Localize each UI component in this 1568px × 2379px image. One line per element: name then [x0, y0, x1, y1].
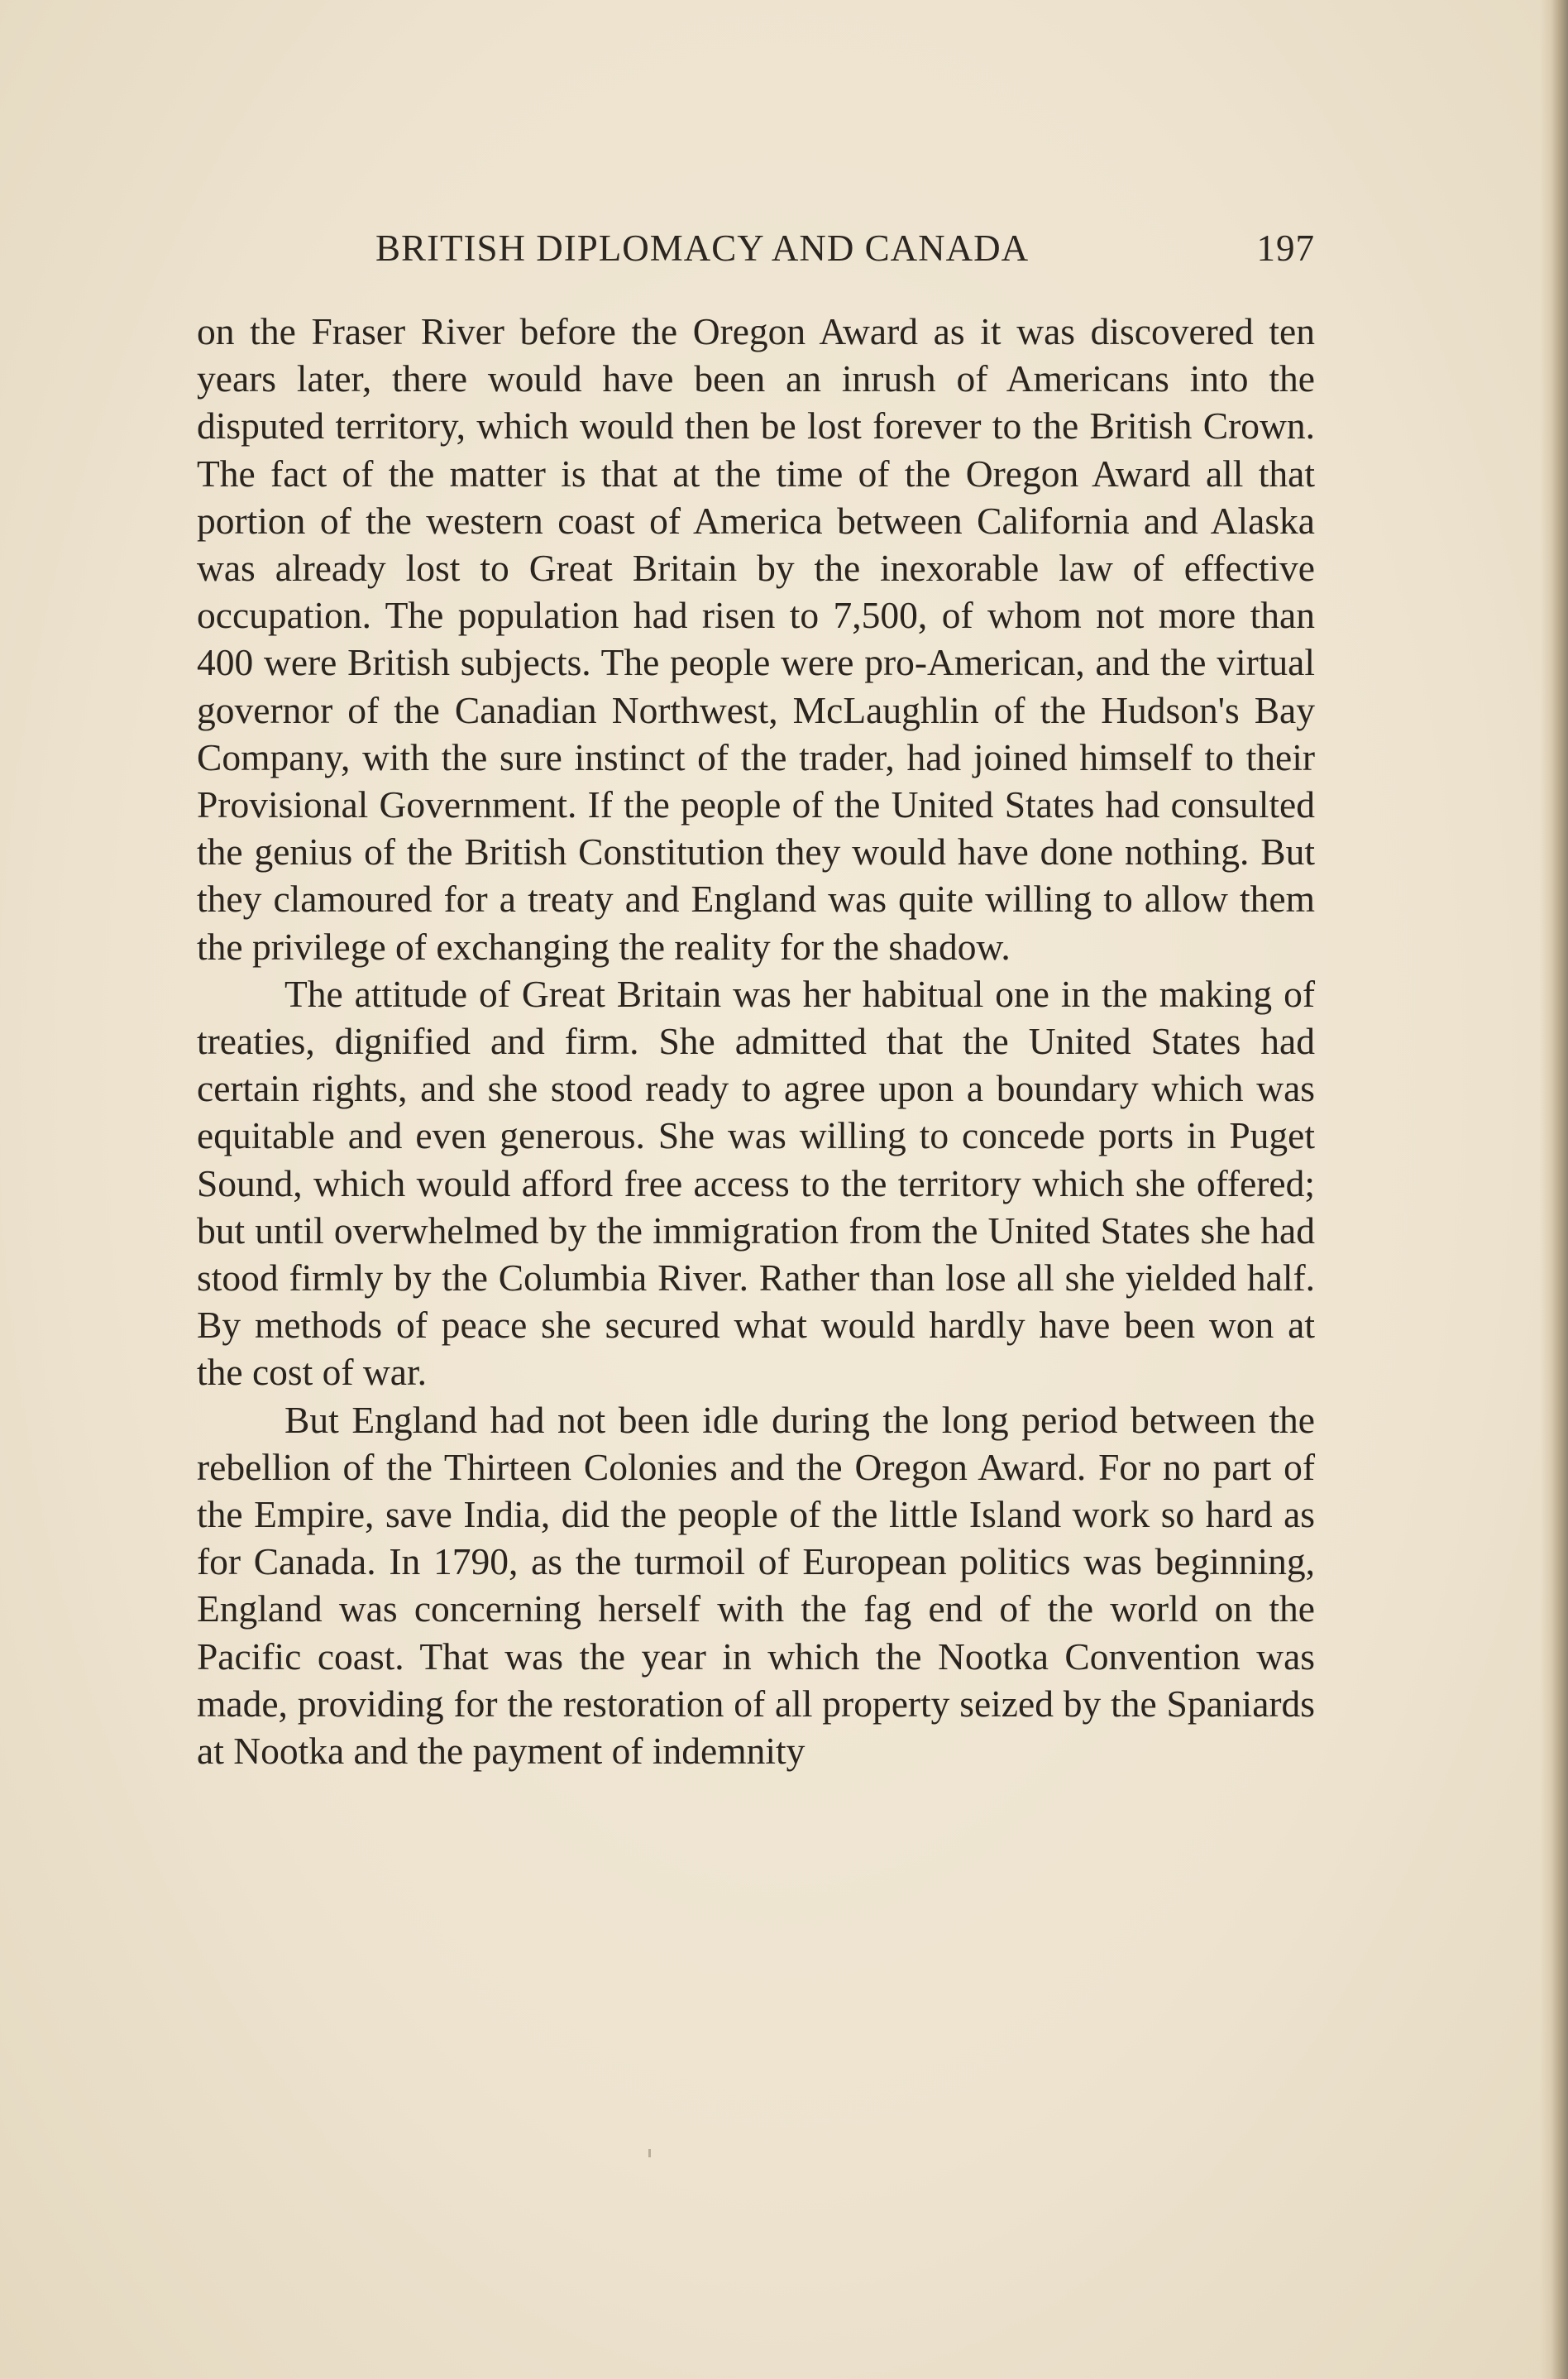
page-number: 197	[1256, 227, 1315, 269]
paragraph-1: on the Fraser River before the Oregon Award as it was discovered ten years later, there would have been an inrush of Americans into the disputed territory, which would then be lost forever to the British Crown. The fact of the matter is that at the time of the Oregon Award all that portion of the western coast of America between California and Alaska was already lost to Great Britain by the inexorable law of effective occupation. The population had risen to 7,500, of whom not more than 400 were British subjects. The people were pro-American, and the virtual governor of the Canadian Northwest, McLaughlin of the Hudson's Bay Company, with the sure instinct of the trader, had joined himself to their Provisional Government. If the people of the United States had consulted the genius of the British Constitution they would have done nothing. But they clamoured for a treaty and England was quite willing to allow them the privilege of exchanging the reality for the shadow.	[197, 310, 1315, 968]
paper-speck	[648, 2149, 651, 2157]
paragraph-2: The attitude of Great Britain was her habitual one in the making of treaties, dignified and firm. She admitted that the United States had certain rights, and she stood ready to agree upon a boundary which was equitable and even generous. She was willing to concede ports in Puget Sound, which would afford free access to the territory which she offered; but until overwhelmed by the immigration from the United States she had stood firmly by the Columbia River. Rather than lose all she yielded half. By methods of peace she secured what would hardly have been won at the cost of war.	[197, 972, 1315, 1394]
running-head: BRITISH DIPLOMACY AND CANADA	[375, 227, 1030, 269]
paragraph-3: But England had not been idle during the long period between the rebellion of the Thirteen Colonies and the Oregon Award. For no part of the Empire, save India, did the people of the little Island work so hard as for Canada. In 1790, as the turmoil of European politics was beginning, England was concerning herself with the fag end of the world on the Pacific coast. That was the year in which the Nootka Convention was made, providing for the restoration of all property seized by the Spaniards at Nootka and the payment of indemnity	[197, 1398, 1315, 1773]
body-text	[197, 308, 1315, 1774]
page-edge-shadow	[1540, 0, 1568, 2379]
page-header	[197, 227, 1315, 276]
